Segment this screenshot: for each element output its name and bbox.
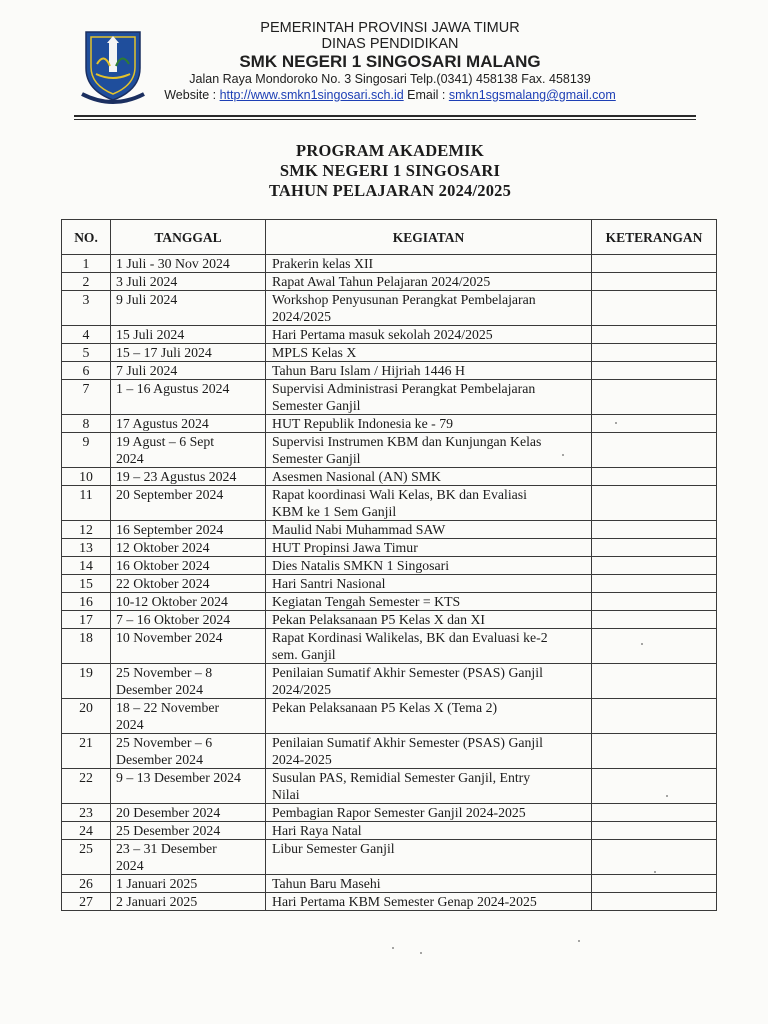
tanggal-text: 2 Januari 2025	[116, 894, 198, 909]
kop-divider-thin	[74, 119, 696, 120]
tanggal-text: 1 Juli - 30 Nov 2024	[116, 256, 230, 271]
scan-speck	[666, 795, 668, 797]
row-tanggal	[111, 380, 266, 415]
row-kegiatan	[266, 575, 592, 593]
kegiatan-text: Supervisi Administrasi Perangkat Pembelajaran	[272, 381, 536, 396]
kegiatan-text: Semester Ganjil	[272, 451, 361, 466]
tanggal-text: 22 Oktober 2024	[116, 576, 210, 591]
scan-speck	[392, 947, 394, 949]
kegiatan-text: Maulid Nabi Muhammad SAW	[272, 522, 446, 537]
row-number: 5	[62, 344, 111, 362]
tanggal-text: 19 Agust – 6 Sept	[116, 434, 215, 449]
row-number: 9	[62, 433, 111, 468]
row-keterangan	[592, 822, 717, 840]
row-kegiatan	[266, 822, 592, 840]
row-number: 4	[62, 326, 111, 344]
tanggal-text: 2024	[116, 451, 144, 466]
tanggal-text: 15 Juli 2024	[116, 327, 185, 342]
row-tanggal	[111, 557, 266, 575]
tanggal-text: 23 – 31 Desember	[116, 841, 217, 856]
row-keterangan	[592, 893, 717, 911]
row-kegiatan	[266, 255, 592, 273]
table-row	[62, 804, 717, 822]
row-kegiatan	[266, 875, 592, 893]
scan-speck	[615, 422, 617, 424]
tanggal-text: 25 Desember 2024	[116, 823, 221, 838]
row-kegiatan	[266, 291, 592, 326]
row-number: 14	[62, 557, 111, 575]
email-link[interactable]: smkn1sgsmalang@gmail.com	[448, 88, 616, 102]
tanggal-text: 25 November – 6	[116, 735, 213, 750]
header-no: NO.	[62, 220, 111, 255]
scan-speck	[578, 940, 580, 942]
table-row	[62, 344, 717, 362]
row-keterangan	[592, 664, 717, 699]
tanggal-text: Desember 2024	[116, 752, 203, 767]
kegiatan-text: Dies Natalis SMKN 1 Singosari	[272, 558, 450, 573]
kegiatan-text: Hari Santri Nasional	[272, 576, 386, 591]
tanggal-text: 1 – 16 Agustus 2024	[116, 381, 230, 396]
kop-school-name: SMK NEGERI 1 SINGOSARI MALANG	[239, 52, 541, 71]
tanggal-text: 1 Januari 2025	[116, 876, 198, 891]
row-tanggal	[111, 326, 266, 344]
row-keterangan	[592, 362, 717, 380]
row-number: 11	[62, 486, 111, 521]
table-row	[62, 273, 717, 291]
row-keterangan	[592, 593, 717, 611]
row-keterangan	[592, 629, 717, 664]
row-tanggal	[111, 415, 266, 433]
row-keterangan	[592, 539, 717, 557]
row-keterangan	[592, 557, 717, 575]
row-keterangan	[592, 840, 717, 875]
tanggal-text: 20 September 2024	[116, 487, 224, 502]
kop-address: Jalan Raya Mondoroko No. 3 Singosari Telp.(0341) 458138 Fax. 458139	[189, 72, 591, 86]
kegiatan-text: HUT Propinsi Jawa Timur	[272, 540, 418, 555]
row-kegiatan	[266, 593, 592, 611]
tanggal-text: 12 Oktober 2024	[116, 540, 210, 555]
doc-title-line-2: SMK NEGERI 1 SINGOSARI	[279, 161, 501, 180]
row-keterangan	[592, 804, 717, 822]
row-keterangan	[592, 433, 717, 468]
row-number: 12	[62, 521, 111, 539]
kop-divider	[74, 115, 696, 117]
row-number: 23	[62, 804, 111, 822]
row-kegiatan	[266, 539, 592, 557]
schedule-table-body	[62, 255, 717, 911]
kegiatan-text: 2024-2025	[272, 752, 332, 767]
row-kegiatan	[266, 769, 592, 804]
row-keterangan	[592, 468, 717, 486]
table-row	[62, 875, 717, 893]
tanggal-text: 25 November – 8	[116, 665, 213, 680]
scan-speck	[654, 871, 656, 873]
row-tanggal	[111, 468, 266, 486]
row-number: 6	[62, 362, 111, 380]
table-row	[62, 557, 717, 575]
row-number: 1	[62, 255, 111, 273]
kegiatan-text: MPLS Kelas X	[272, 345, 357, 360]
kegiatan-text: Tahun Baru Masehi	[272, 876, 381, 891]
table-row	[62, 486, 717, 521]
tanggal-text: 16 September 2024	[116, 522, 224, 537]
row-keterangan	[592, 769, 717, 804]
header-kegiatan: KEGIATAN	[266, 220, 592, 255]
tanggal-text: 9 Juli 2024	[116, 292, 178, 307]
row-tanggal	[111, 575, 266, 593]
row-number: 17	[62, 611, 111, 629]
row-keterangan	[592, 326, 717, 344]
row-keterangan	[592, 875, 717, 893]
doc-title-line-3: TAHUN PELAJARAN 2024/2025	[268, 181, 512, 200]
table-row	[62, 840, 717, 875]
kegiatan-text: Rapat koordinasi Wali Kelas, BK dan Evaliasi	[272, 487, 527, 502]
kop-government-line: PEMERINTAH PROVINSI JAWA TIMUR	[260, 20, 520, 36]
row-kegiatan	[266, 273, 592, 291]
row-number: 25	[62, 840, 111, 875]
tanggal-text: 19 – 23 Agustus 2024	[116, 469, 237, 484]
kegiatan-text: Kegiatan Tengah Semester = KTS	[272, 594, 461, 609]
row-tanggal	[111, 539, 266, 557]
row-kegiatan	[266, 433, 592, 468]
table-row	[62, 539, 717, 557]
tanggal-text: 10 November 2024	[116, 630, 223, 645]
row-number: 20	[62, 699, 111, 734]
row-kegiatan	[266, 664, 592, 699]
table-row	[62, 822, 717, 840]
kegiatan-text: Tahun Baru Islam / Hijriah 1446 H	[272, 363, 465, 378]
row-kegiatan	[266, 380, 592, 415]
table-row	[62, 291, 717, 326]
table-row	[62, 629, 717, 664]
table-row	[62, 380, 717, 415]
row-keterangan	[592, 699, 717, 734]
row-number: 19	[62, 664, 111, 699]
row-tanggal	[111, 593, 266, 611]
kegiatan-text: Prakerin kelas XII	[272, 256, 374, 271]
row-keterangan	[592, 273, 717, 291]
table-row	[62, 769, 717, 804]
row-kegiatan	[266, 344, 592, 362]
tanggal-text: 10-12 Oktober 2024	[116, 594, 228, 609]
row-tanggal	[111, 699, 266, 734]
table-row	[62, 664, 717, 699]
table-row	[62, 255, 717, 273]
tanggal-text: 7 Juli 2024	[116, 363, 178, 378]
row-number: 8	[62, 415, 111, 433]
tanggal-text: 2024	[116, 717, 144, 732]
row-kegiatan	[266, 415, 592, 433]
kegiatan-text: Workshop Penyusunan Perangkat Pembelajaran	[272, 292, 536, 307]
row-kegiatan	[266, 629, 592, 664]
row-number: 24	[62, 822, 111, 840]
kegiatan-text: Pekan Pelaksanaan P5 Kelas X dan XI	[272, 612, 486, 627]
kegiatan-text: HUT Republik Indonesia ke - 79	[272, 416, 453, 431]
kegiatan-text: Hari Pertama masuk sekolah 2024/2025	[272, 327, 493, 342]
row-kegiatan	[266, 468, 592, 486]
row-tanggal	[111, 822, 266, 840]
kegiatan-text: Nilai	[272, 787, 300, 802]
row-tanggal	[111, 629, 266, 664]
row-keterangan	[592, 486, 717, 521]
row-keterangan	[592, 611, 717, 629]
tanggal-text: 18 – 22 November	[116, 700, 220, 715]
kegiatan-text: Susulan PAS, Remidial Semester Ganjil, Entry	[272, 770, 531, 785]
row-number: 10	[62, 468, 111, 486]
table-row	[62, 468, 717, 486]
scan-speck	[641, 643, 643, 645]
row-number: 15	[62, 575, 111, 593]
row-keterangan	[592, 415, 717, 433]
row-number: 22	[62, 769, 111, 804]
row-keterangan	[592, 344, 717, 362]
tanggal-text: 9 – 13 Desember 2024	[116, 770, 241, 785]
kegiatan-text: Rapat Kordinasi Walikelas, BK dan Evaluasi ke-2	[272, 630, 548, 645]
email-label: Email :	[403, 88, 449, 102]
tanggal-text: 20 Desember 2024	[116, 805, 221, 820]
row-kegiatan	[266, 326, 592, 344]
kegiatan-text: Penilaian Sumatif Akhir Semester (PSAS) Ganjil	[272, 735, 543, 750]
kegiatan-text: Supervisi Instrumen KBM dan Kunjungan Kelas	[272, 434, 542, 449]
row-keterangan	[592, 255, 717, 273]
row-keterangan	[592, 521, 717, 539]
schedule-table	[61, 219, 717, 911]
row-tanggal	[111, 521, 266, 539]
row-kegiatan	[266, 804, 592, 822]
tanggal-text: 2024	[116, 858, 144, 873]
table-row	[62, 575, 717, 593]
row-number: 2	[62, 273, 111, 291]
kop-contact-line	[130, 88, 650, 102]
row-tanggal	[111, 893, 266, 911]
row-number: 13	[62, 539, 111, 557]
kegiatan-text: Pembagian Rapor Semester Ganjil 2024-2025	[272, 805, 526, 820]
row-tanggal	[111, 769, 266, 804]
row-tanggal	[111, 840, 266, 875]
row-number: 7	[62, 380, 111, 415]
doc-title-line-1: PROGRAM AKADEMIK	[296, 141, 484, 160]
table-row	[62, 699, 717, 734]
row-number: 18	[62, 629, 111, 664]
row-keterangan	[592, 380, 717, 415]
table-row	[62, 433, 717, 468]
kegiatan-text: 2024/2025	[272, 682, 332, 697]
row-kegiatan	[266, 893, 592, 911]
row-kegiatan	[266, 521, 592, 539]
tanggal-text: 16 Oktober 2024	[116, 558, 210, 573]
tanggal-text: 3 Juli 2024	[116, 274, 178, 289]
kegiatan-text: Penilaian Sumatif Akhir Semester (PSAS) Ganjil	[272, 665, 543, 680]
row-keterangan	[592, 734, 717, 769]
table-row	[62, 611, 717, 629]
table-header-row	[62, 220, 717, 255]
row-number: 27	[62, 893, 111, 911]
row-number: 26	[62, 875, 111, 893]
row-keterangan	[592, 575, 717, 593]
row-number: 21	[62, 734, 111, 769]
row-number: 16	[62, 593, 111, 611]
kegiatan-text: Hari Raya Natal	[272, 823, 362, 838]
kegiatan-text: KBM ke 1 Sem Ganjil	[272, 504, 397, 519]
row-tanggal	[111, 734, 266, 769]
row-kegiatan	[266, 840, 592, 875]
row-kegiatan	[266, 611, 592, 629]
kegiatan-text: Asesmen Nasional (AN) SMK	[272, 469, 441, 484]
row-tanggal	[111, 664, 266, 699]
scan-speck	[562, 454, 564, 456]
table-row	[62, 362, 717, 380]
row-tanggal	[111, 611, 266, 629]
tanggal-text: 7 – 16 Oktober 2024	[116, 612, 231, 627]
website-link[interactable]: http://www.smkn1singosari.sch.id	[219, 88, 404, 102]
scan-speck	[420, 952, 422, 954]
row-tanggal	[111, 875, 266, 893]
table-row	[62, 326, 717, 344]
row-kegiatan	[266, 362, 592, 380]
table-row	[62, 415, 717, 433]
table-row	[62, 593, 717, 611]
tanggal-text: 15 – 17 Juli 2024	[116, 345, 212, 360]
kegiatan-text: Rapat Awal Tahun Pelajaran 2024/2025	[272, 274, 491, 289]
row-number: 3	[62, 291, 111, 326]
table-row	[62, 893, 717, 911]
row-tanggal	[111, 344, 266, 362]
row-keterangan	[592, 291, 717, 326]
header-keterangan: KETERANGAN	[592, 220, 717, 255]
row-kegiatan	[266, 486, 592, 521]
kegiatan-text: 2024/2025	[272, 309, 332, 324]
row-kegiatan	[266, 699, 592, 734]
kop-agency-line: DINAS PENDIDIKAN	[321, 36, 459, 52]
row-tanggal	[111, 362, 266, 380]
row-tanggal	[111, 255, 266, 273]
header-tanggal: TANGGAL	[111, 220, 266, 255]
website-label: Website :	[164, 88, 220, 102]
table-row	[62, 521, 717, 539]
tanggal-text: 17 Agustus 2024	[116, 416, 209, 431]
kegiatan-text: sem. Ganjil	[272, 647, 336, 662]
row-tanggal	[111, 486, 266, 521]
tanggal-text: Desember 2024	[116, 682, 203, 697]
kegiatan-text: Pekan Pelaksanaan P5 Kelas X (Tema 2)	[272, 700, 498, 715]
row-tanggal	[111, 804, 266, 822]
row-kegiatan	[266, 734, 592, 769]
row-tanggal	[111, 273, 266, 291]
kegiatan-text: Semester Ganjil	[272, 398, 361, 413]
kegiatan-text: Libur Semester Ganjil	[272, 841, 395, 856]
row-tanggal	[111, 291, 266, 326]
row-kegiatan	[266, 557, 592, 575]
row-tanggal	[111, 433, 266, 468]
kegiatan-text: Hari Pertama KBM Semester Genap 2024-2025	[272, 894, 537, 909]
table-row	[62, 734, 717, 769]
